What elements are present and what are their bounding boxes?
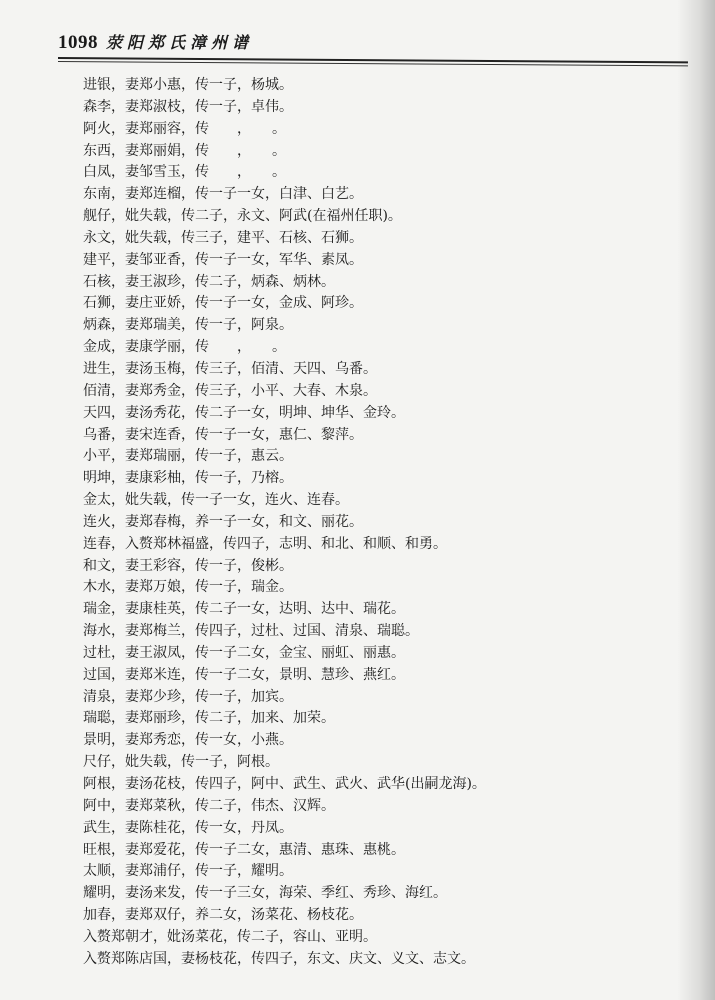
genealogy-entry: 瑞聪，妻郑丽珍，传二子，加来、加荣。 bbox=[83, 710, 335, 727]
genealogy-entry: 石狮，妻庄亚娇，传一子一女，金成、阿珍。 bbox=[83, 295, 363, 312]
genealogy-entry: 永文，妣失载，传三子，建平、石核、石狮。 bbox=[83, 229, 363, 246]
genealogy-entry: 小平，妻郑瑞丽，传一子，惠云。 bbox=[83, 448, 293, 465]
genealogy-entry: 入赘郑朝才，妣汤菜花，传二子，容山、亚明。 bbox=[83, 928, 377, 945]
genealogy-entry: 连火，妻郑春梅，养一子一女，和文、丽花。 bbox=[83, 513, 363, 530]
genealogy-entry: 武生，妻陈桂花，传一女，丹凤。 bbox=[83, 819, 293, 836]
genealogy-entry: 金太，妣失载，传一子一女，连火、连春。 bbox=[83, 492, 349, 509]
genealogy-entry: 阿中，妻郑菜秋，传二子，伟杰、汉辉。 bbox=[83, 797, 335, 814]
genealogy-entry: 佰清，妻郑秀金，传三子，小平、大春、木泉。 bbox=[83, 382, 377, 399]
genealogy-entry: 海水，妻郑梅兰，传四子，过杜、过国、清泉、瑞聪。 bbox=[83, 623, 419, 640]
genealogy-entry: 连春，入赘郑林福盛，传四子，志明、和北、和顺、和勇。 bbox=[83, 535, 447, 552]
genealogy-entry: 乌番，妻宋连香，传一子一女，惠仁、黎萍。 bbox=[83, 426, 363, 443]
genealogy-entry: 阿根，妻汤花枝，传四子，阿中、武生、武火、武华(出嗣龙海)。 bbox=[83, 776, 486, 792]
page-header bbox=[58, 30, 253, 54]
genealogy-entry: 石核，妻王淑珍，传二子，炳森、炳林。 bbox=[83, 273, 335, 290]
genealogy-entry: 东西，妻郑丽娟，传 ， 。 bbox=[83, 142, 286, 159]
genealogy-entry: 进银，妻郑小惠，传一子，杨城。 bbox=[83, 77, 293, 93]
genealogy-entry: 入赘郑陈店国，妻杨枝花，传四子，东文、庆文、义文、志文。 bbox=[83, 950, 475, 967]
genealogy-entry: 明坤，妻康彩柚，传一子，乃榕。 bbox=[83, 470, 293, 487]
page-number: 1098 bbox=[58, 32, 98, 53]
genealogy-entry: 木水，妻郑万娘，传一子，瑞金。 bbox=[83, 579, 293, 596]
genealogy-entry: 过国，妻郑米连，传一子二女，景明、慧珍、燕红。 bbox=[83, 666, 405, 683]
genealogy-entry-list bbox=[83, 75, 683, 971]
genealogy-entry: 金成，妻康学丽，传 ， 。 bbox=[83, 339, 286, 356]
genealogy-entry: 进生，妻汤玉梅，传三子，佰清、天四、乌番。 bbox=[83, 360, 377, 377]
book-title: 荥阳郑氏漳州谱 bbox=[106, 33, 254, 52]
genealogy-entry: 尺仔，妣失载，传一子，阿根。 bbox=[83, 754, 279, 771]
genealogy-entry: 和文，妻王彩容，传一子，俊彬。 bbox=[83, 557, 293, 574]
genealogy-entry: 旺根，妻郑爱花，传一子二女，惠清、惠珠、惠桃。 bbox=[83, 841, 405, 858]
genealogy-entry: 建平，妻邹亚香，传一子一女，军华、素凤。 bbox=[83, 251, 363, 268]
genealogy-entry: 森李，妻郑淑枝，传一子，卓伟。 bbox=[83, 98, 293, 115]
genealogy-entry: 阿火，妻郑丽容，传 ， 。 bbox=[83, 120, 286, 137]
genealogy-entry: 加春，妻郑双仔，养二女，汤菜花、杨枝花。 bbox=[83, 907, 363, 924]
genealogy-entry: 舰仔，妣失载，传二子，永文、阿武(在福州任职)。 bbox=[83, 208, 402, 225]
genealogy-entry: 耀明，妻汤来发，传一子三女，海荣、季红、秀珍、海红。 bbox=[83, 885, 447, 902]
genealogy-entry: 瑞金，妻康桂英，传二子一女，达明、达中、瑞花。 bbox=[83, 601, 405, 618]
genealogy-entry: 过杜，妻王淑凤，传一子二女，金宝、丽虹、丽惠。 bbox=[83, 644, 405, 661]
genealogy-entry: 清泉，妻郑少珍，传一子，加宾。 bbox=[83, 688, 293, 705]
genealogy-entry: 天四，妻汤秀花，传二子一女，明坤、坤华、金玲。 bbox=[83, 404, 405, 421]
genealogy-entry: 炳森，妻郑瑞美，传一子，阿泉。 bbox=[83, 317, 293, 334]
genealogy-entry: 太顺，妻郑浦仔，传一子，耀明。 bbox=[83, 863, 293, 880]
genealogy-entry: 东南，妻郑连榴，传一子一女，白津、白艺。 bbox=[83, 186, 363, 203]
genealogy-entry: 景明，妻郑秀恋，传一女，小燕。 bbox=[83, 732, 293, 749]
genealogy-entry: 白凤，妻邹雪玉，传 ， 。 bbox=[83, 164, 286, 181]
